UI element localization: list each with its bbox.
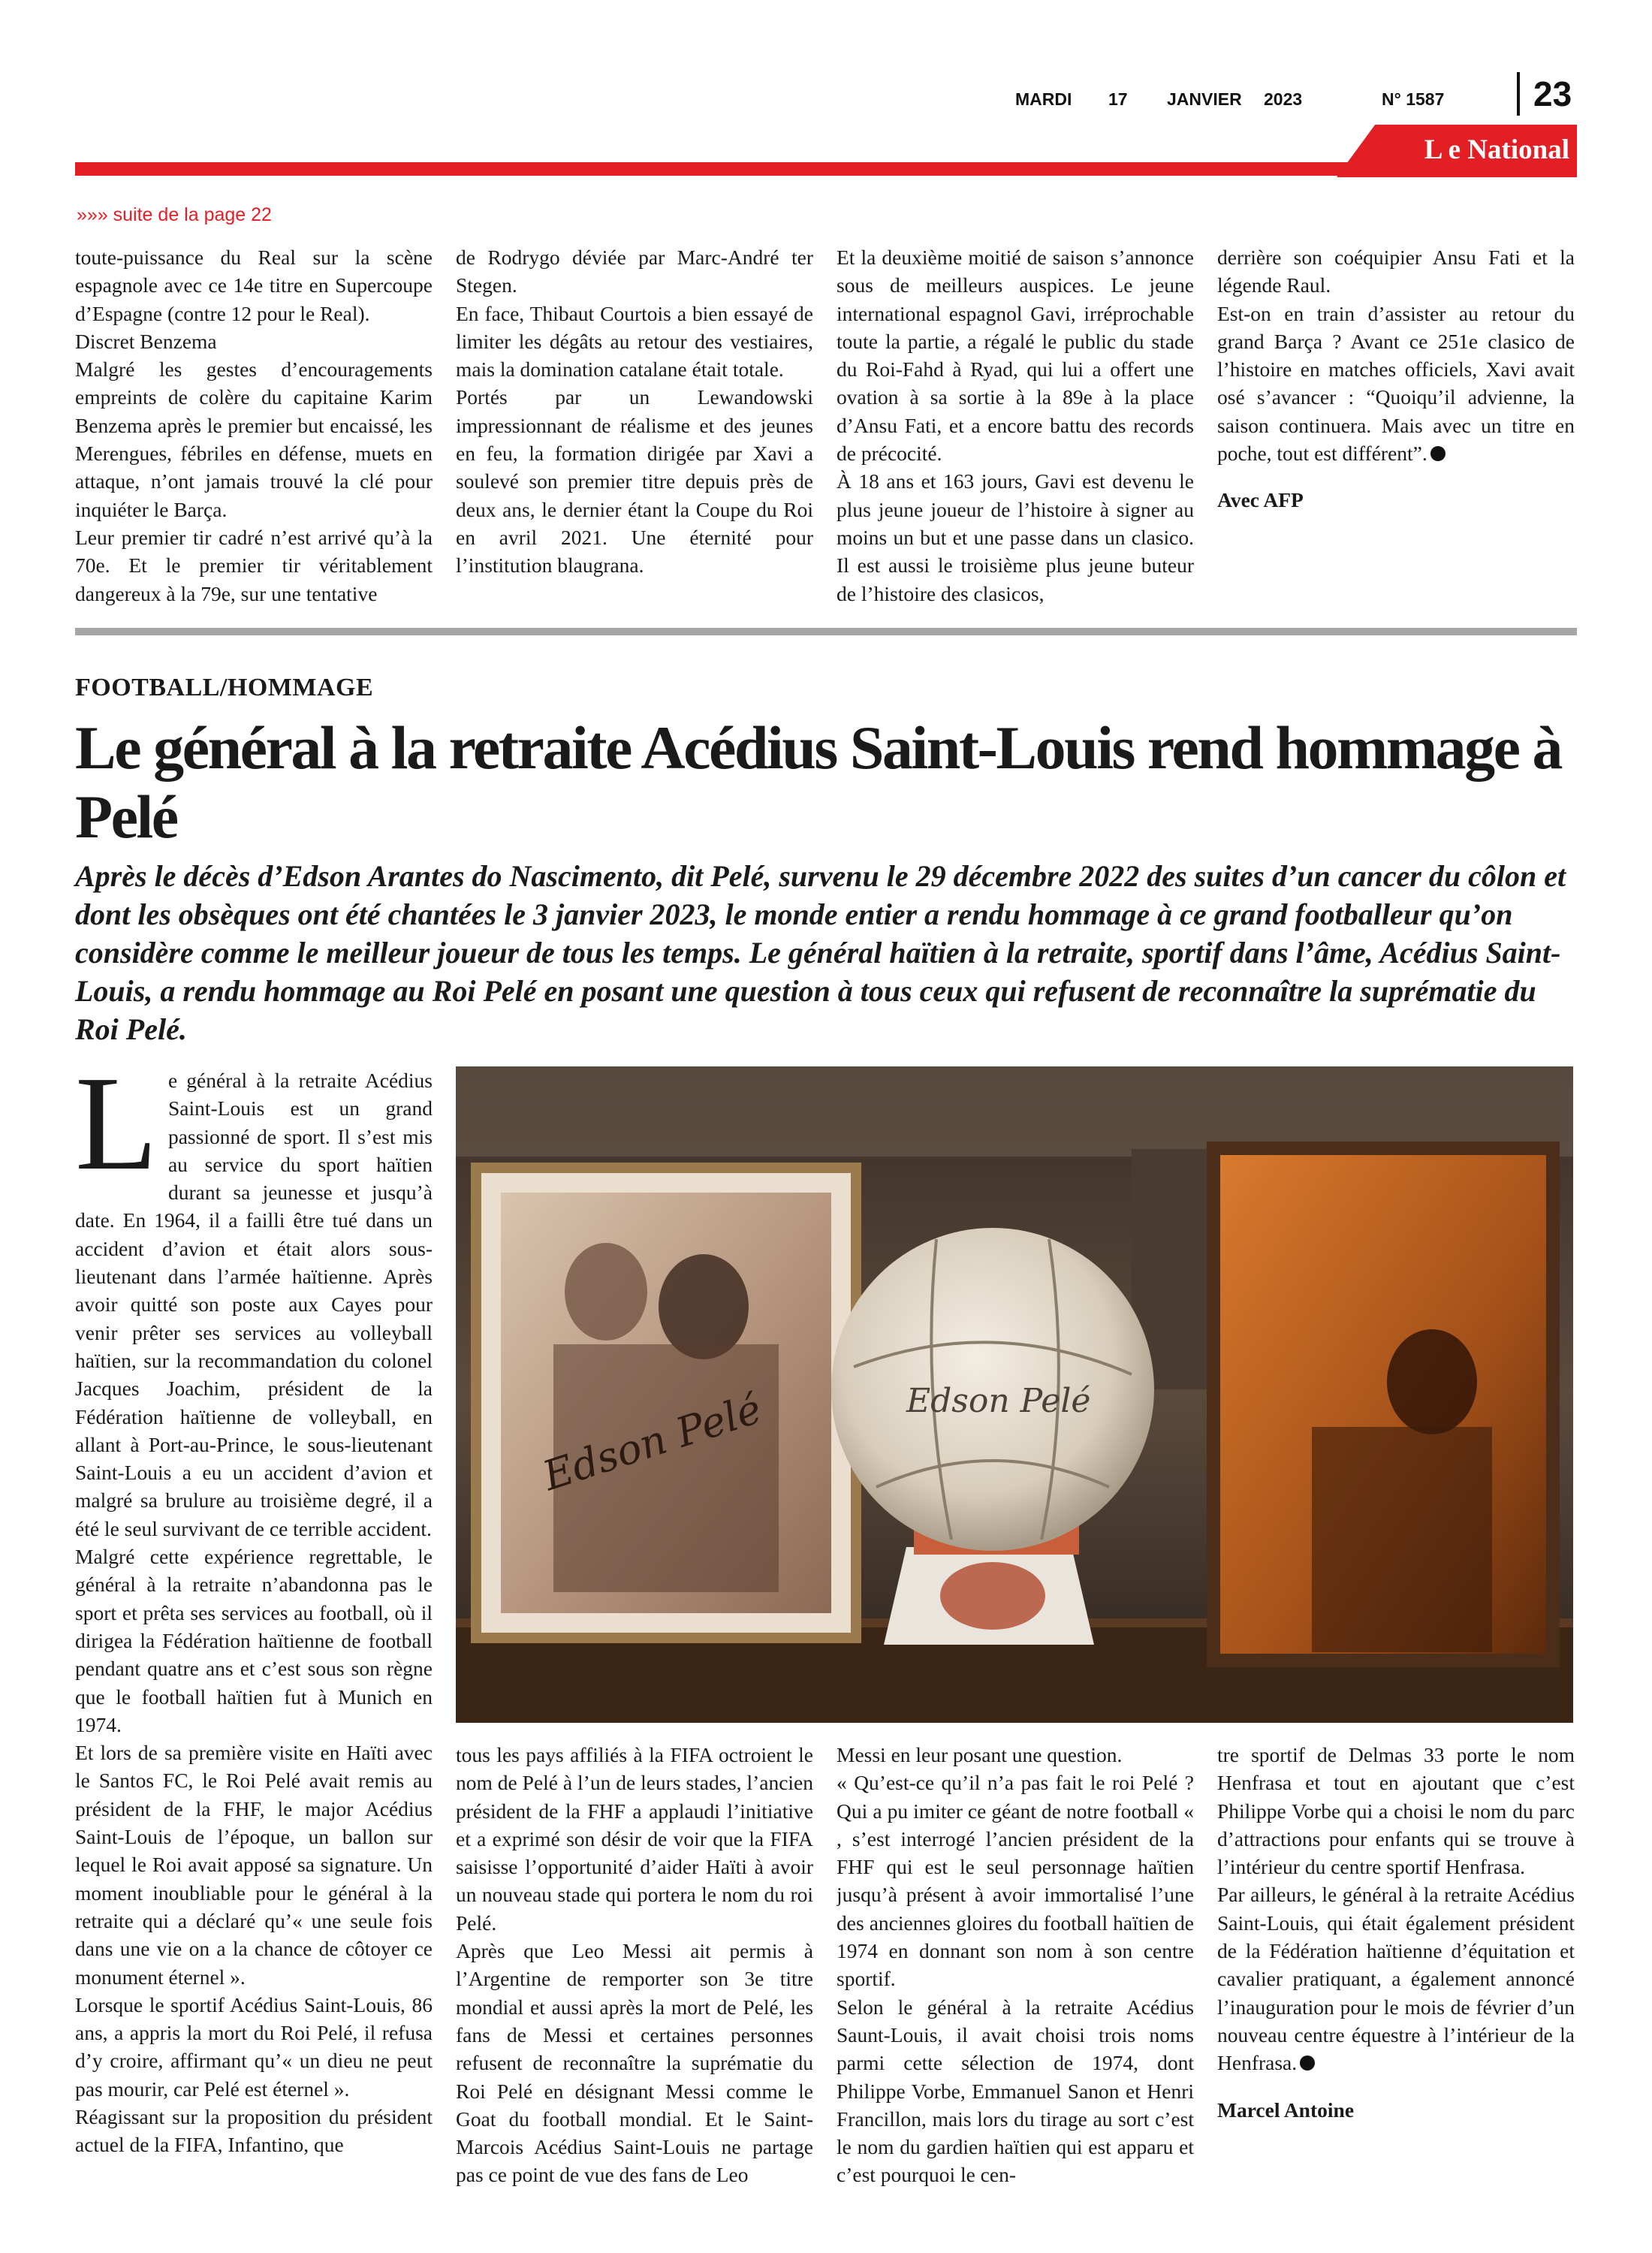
article-headline: Le général à la retraite Acédius Saint-Louis rend hommage à Pelé xyxy=(75,713,1562,851)
paragraph: Après que Leo Messi ait permis à l’Argentine de remporter son 3e titre mondial et aussi après la mort de Pelé, les fans de Messi et certaines personnes refusent de reconnaître la suprématie du Roi Pelé en désignant Messi comme le Goat du football mondial. Et le Saint-Marcois Acédius Saint-Louis ne partage pas ce point de vue des fans de Leo xyxy=(456,1939,813,2187)
header-date: 17 xyxy=(1108,89,1128,109)
paragraph: tous les pays affiliés à la FIFA octroient le nom de Pelé à l’un de leurs stades, l’ancien président de la FHF a applaudi l’initiative et a exprimé son désir de voir que la FIFA saisisse l’opportunité d’aider Haïti à avoir un nouveau stade qui portera le nom du roi Pelé. xyxy=(456,1743,813,1935)
paragraph: « Qu’est-ce qu’il n’a pas fait le roi Pelé ? Qui a pu imiter ce géant de notre football « , s’est interrogé l’ancien président de la FHF qui est le seul personnage haïtien jusqu’à présent à avoir immortalisé l’une des anciennes gloires du football haïtien de 1974 en donnant son nom à son centre sportif. xyxy=(837,1771,1194,1991)
paragraph: Et lors de sa première visite en Haïti avec le Santos FC, le Roi Pelé avait remis au président de la FHF, le major Acédius Saint-Louis de l’époque, un ballon sur lequel le Roi avait apposé sa signature. Un moment inoubliable pour le général à la retraite qui a déclaré qu’« une seule fois dans une vie on a la chance de côtoyer ce monument éternel ». xyxy=(75,1741,433,1989)
continued-column-2 xyxy=(456,243,813,611)
section-divider xyxy=(75,628,1577,635)
article-kicker: FOOTBALL/HOMMAGE xyxy=(75,674,374,701)
drop-cap: L xyxy=(75,1066,158,1198)
header-month: JANVIER xyxy=(1167,89,1242,109)
paragraph xyxy=(1217,1881,1575,2077)
signature: Marcel Antoine xyxy=(1217,2098,1355,2122)
brand-logo: L e National xyxy=(1424,134,1569,165)
paragraph: Malgré cette expérience regrettable, le général à la retraite n’abandonna pas le sport et prêta ses services au football, où il dirigea la Fédération haïtienne de football pendant quatre ans et c’est sous son règne que le football haïtien fut à Munich en 1974. xyxy=(75,1545,433,1736)
memorabilia-photo xyxy=(456,1066,1573,1723)
article-column-2 xyxy=(456,1741,813,2208)
paragraph: tre sportif de Delmas 33 porte le nom Henfrasa et tout en ajoutant que c’est Philippe Vorbe qui a choisi le nom du parc d’attractions pour enfants qui se trouve à l’intérieur du centre sportif Henfrasa. xyxy=(1217,1743,1575,1879)
article-column-4 xyxy=(1217,1741,1575,2208)
article-column-3 xyxy=(837,1741,1194,2208)
end-mark-icon xyxy=(1430,446,1446,461)
header-issue: N° 1587 xyxy=(1382,89,1445,109)
paragraph-text: e général à la retraite Acédius Saint-Louis est un grand passionné de sport. Il s’est mis au service du sport haïtien durant sa jeunesse et jusqu’à date. En 1964, il a failli être tué dans un accident d’avion et était alors sous-lieutenant dans l’armée haïtienne. Après avoir quitté son poste aux Cayes pour venir prêter ses services au volleyball haïtien, sur la recommandation du colonel Jacques Joachim, président de la Fédération haïtienne de volleyball, en allant à Port-au-Prince, le sous-lieutenant Saint-Louis a eu un accident d’avion et malgré sa brulure au troisième degré, il a été le seul survivant de ce terrible accident. xyxy=(75,1069,433,1540)
signature: Avec AFP xyxy=(1217,488,1304,512)
paragraph: derrière son coéquipier Ansu Fati et la légende Raul. xyxy=(1217,246,1575,297)
header-day: MARDI xyxy=(1015,89,1072,109)
paragraph: À 18 ans et 163 jours, Gavi est devenu le plus jeune joueur de l’histoire à signer au moins un but et une passe dans un clasico. Il est aussi le troisième plus jeune buteur de l’histoire des clasicos, xyxy=(837,469,1194,605)
continued-column-3 xyxy=(837,243,1194,611)
subheading: Discret Benzema xyxy=(75,329,217,353)
paragraph: Lorsque le sportif Acédius Saint-Louis, 86 ans, a appris la mort du Roi Pelé, il refusa d’y croire, affirmant qu’« un dieu ne peut pas mourir, car Pelé est éternel ». xyxy=(75,1992,433,2101)
continued-column-4 xyxy=(1217,243,1575,611)
paragraph: Malgré les gestes d’encouragements empreints de colère du capitaine Karim Benzema après le premier but encaissé, les Merengues, fébriles en défense, muets en attaque, n’ont jamais trouvé la clé pour inquiéter le Barça. xyxy=(75,357,433,521)
header-year: 2023 xyxy=(1264,89,1303,109)
paragraph xyxy=(1217,300,1575,468)
paragraph: Et la deuxième moitié de saison s’annonce sous de meilleurs auspices. Le jeune international espagnol Gavi, irréprochable toute la partie, a régalé le public du stade du Roi-Fahd à Ryad, qui lui a offert une ovation à sa sortie à la 89e à la place d’Ansu Fati, et a encore battu des records de précocité. xyxy=(837,246,1194,466)
paragraph: En face, Thibaut Courtois a bien essayé de limiter les dégâts au retour des vestiaires, mais la domination catalane était totale. xyxy=(456,301,813,382)
article-column-1 xyxy=(75,1066,433,2208)
end-mark-icon xyxy=(1300,2055,1315,2071)
ball-autograph: Edson Pelé xyxy=(906,1382,1091,1420)
continuation-link[interactable]: »»» suite de la page 22 xyxy=(77,204,272,225)
paragraph: Selon le général à la retraite Acédius Saunt-Louis, il avait choisi trois noms parmi cette sélection de 1974, dont Philippe Vorbe, Emmanuel Sanon et Henri Francillon, mais lors du tirage au sort c’est le nom du gardien haïtien qui est apparu et c’est pourquoi le cen- xyxy=(837,1995,1194,2187)
continued-column-1 xyxy=(75,243,433,611)
paragraph-text: Est-on en train d’assister au retour du grand Barça ? Avant ce 251e clasico de l’histoire en matches officiels, Xavi avait osé s’avancer : “Quoiqu’il advienne, la saison continuera. Mais avec un titre en poche, tout est différent”. xyxy=(1217,301,1575,466)
paragraph: de Rodrygo déviée par Marc-André ter Stegen. xyxy=(456,246,813,297)
photo-autograph-left: Edson Pelé xyxy=(537,1385,767,1500)
article-standfirst: Après le décès d’Edson Arantes do Nascimento, dit Pelé, survenu le 29 décembre 2022 des suites d’un cancer du côlon et dont les obsèques ont été chantées le 3 janvier 2023, le monde entier a rendu hommage à ce grand footballeur qu’on considère comme le meilleur joueur de tous les temps. Le général haïtien à la retraite, sportif dans l’âme, Acédius Saint-Louis, a rendu hommage au Roi Pelé en posant une question à tous ceux qui refusent de reconnaître la suprématie du Roi Pelé. xyxy=(75,859,1566,1046)
paragraph: Réagissant sur la proposition du président actuel de la FIFA, Infantino, que xyxy=(75,2104,433,2157)
paragraph-text: Par ailleurs, le général à la retraite Acédius Saint-Louis, qui était également président de la Fédération haïtienne d’équitation et cavalier pratiquant, a également annoncé l’inauguration pour le mois de février d’un nouveau centre équestre à l’intérieur de la Henfrasa. xyxy=(1217,1883,1575,2075)
paragraph xyxy=(75,1066,433,1543)
page-number: 23 xyxy=(1517,72,1572,116)
photo-illustration xyxy=(456,1066,1573,1723)
paragraph: toute-puissance du Real sur la scène espagnole avec ce 14e titre en Supercoupe d’Espagne (contre 12 pour le Real). xyxy=(75,246,433,325)
paragraph: Leur premier tir cadré n’est arrivé qu’à la 70e. Et le premier tir véritablement dangereux à la 79e, sur une tentative xyxy=(75,525,433,605)
paragraph: Portés par un Lewandowski impressionnant de réalisme et des jeunes en feu, la formation dirigée par Xavi a soulevé son premier titre depuis près de deux ans, le dernier étant la Coupe du Roi en avril 2021. Une éternité pour l’institution blaugrana. xyxy=(456,385,813,578)
paragraph: Messi en leur posant une question. xyxy=(837,1743,1123,1766)
